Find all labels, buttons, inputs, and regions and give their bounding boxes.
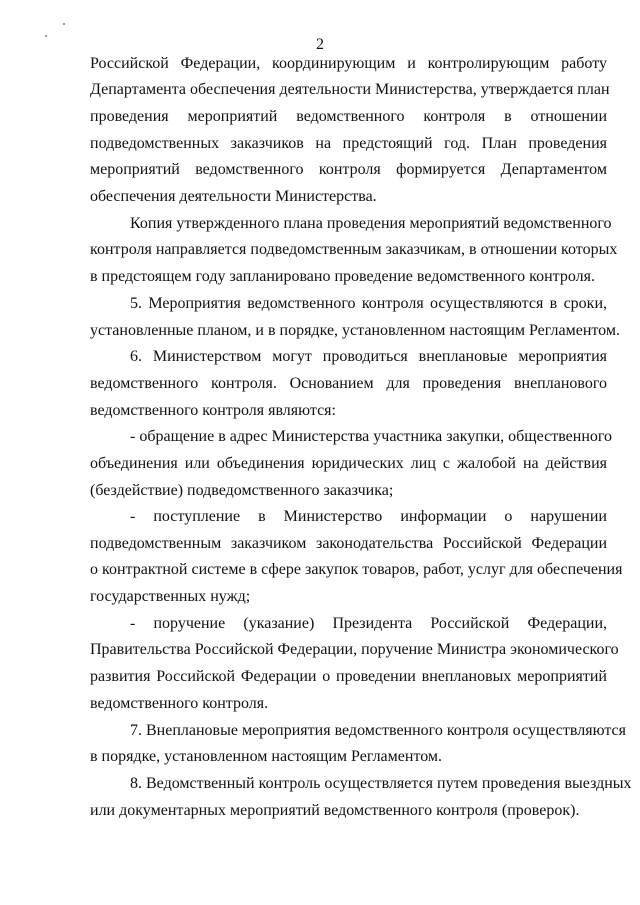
text-line: объединения или объединения юридических лиц с жалобой на действия — [90, 455, 607, 472]
text-line: ведомственного контроля. Основанием для проведения внепланового — [90, 375, 607, 392]
text-line: Копия утвержденного плана проведения мероприятий ведомственного — [130, 215, 612, 232]
text-line: мероприятий ведомственного контроля формируется Департаментом — [90, 161, 607, 178]
text-line: - поручение (указание) Президента Российской Федерации, — [130, 615, 607, 632]
scan-speck — [63, 23, 65, 25]
text-line: 6. Министерством могут проводиться внеплановые мероприятия — [130, 348, 607, 365]
text-line: Российской Федерации, координирующим и контролирующим работу — [90, 55, 607, 72]
text-line: развития Российской Федерации о проведении внеплановых мероприятий — [90, 668, 607, 685]
text-line: (бездействие) подведомственного заказчика; — [90, 482, 394, 499]
page-number: 2 — [316, 36, 324, 53]
text-line: в порядке, установленном настоящим Регламентом. — [90, 748, 443, 765]
text-line: в предстоящем году запланировано проведение ведомственного контроля. — [90, 268, 595, 285]
text-line: о контрактной системе в сфере закупок товаров, работ, услуг для обеспечения — [90, 561, 623, 578]
text-line: подведомственным заказчиком законодательства Российской Федерации — [90, 535, 607, 552]
text-line: государственных нужд; — [90, 588, 251, 605]
text-line: ведомственного контроля. — [90, 695, 269, 712]
text-line: 7. Внеплановые мероприятия ведомственного контроля осуществляются — [130, 722, 626, 739]
text-line: или документарных мероприятий ведомственного контроля (проверок). — [90, 802, 580, 819]
text-line: подведомственных заказчиков на предстоящий год. План проведения — [90, 135, 607, 152]
text-line: ведомственного контроля являются: — [90, 402, 336, 419]
text-line: проведения мероприятий ведомственного контроля в отношении — [90, 108, 607, 125]
text-line: обеспечения деятельности Министерства. — [90, 188, 377, 205]
text-line: Департамента обеспечения деятельности Министерства, утверждается план — [90, 81, 610, 98]
text-line: 5. Мероприятия ведомственного контроля осуществляются в сроки, — [130, 295, 607, 312]
text-line: установленные планом, и в порядке, установленном настоящим Регламентом. — [90, 322, 620, 339]
text-line: - поступление в Министерство информации о нарушении — [130, 508, 607, 525]
text-line: Правительства Российской Федерации, поручение Министра экономического — [90, 641, 619, 658]
text-line: контроля направляется подведомственным заказчикам, в отношении которых — [90, 241, 618, 258]
text-line: 8. Ведомственный контроль осуществляется путем проведения выездных — [130, 775, 632, 792]
text-line: - обращение в адрес Министерства участника закупки, общественного — [130, 428, 613, 445]
